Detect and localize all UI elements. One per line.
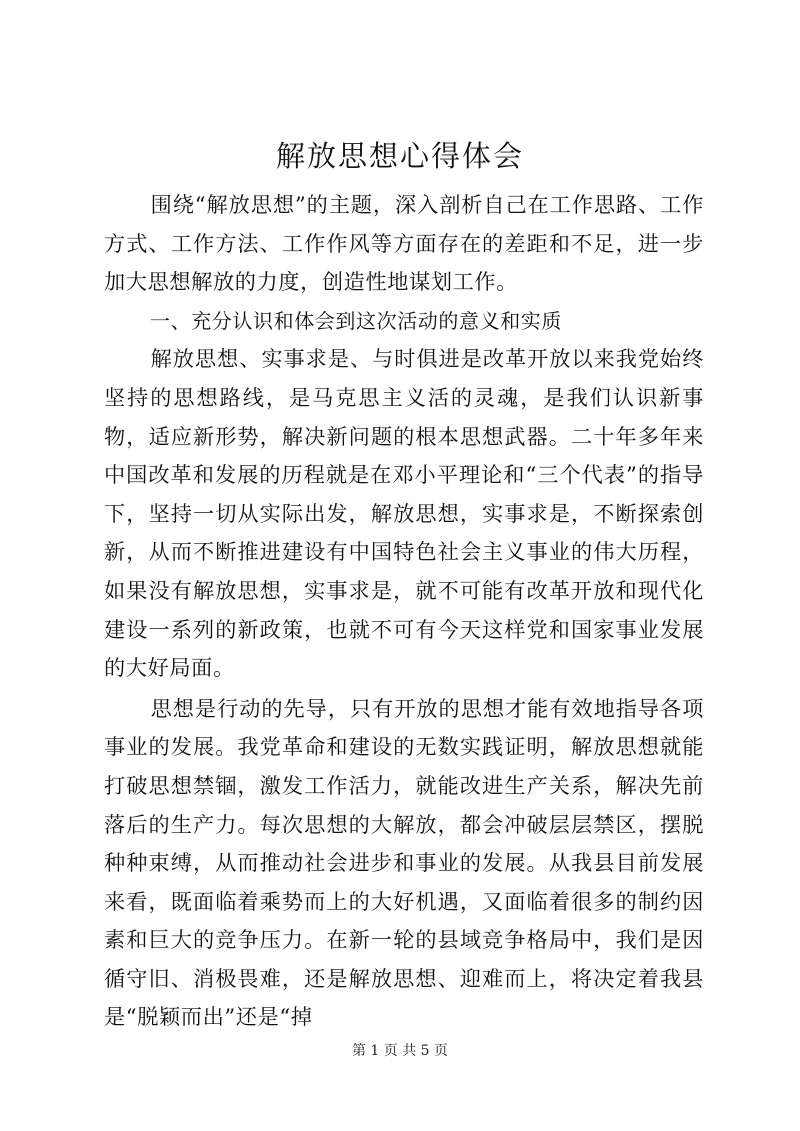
document-body bbox=[104, 186, 704, 1037]
page-footer: 第 1 页 共 5 页 bbox=[351, 1043, 449, 1059]
paragraph-body-1: 解放思想、实事求是、与时俱进是改革开放以来我党始终坚持的思想路线，是马克思主义活的灵魂，是我们认识新事物，适应新形势，解决新问题的根本思想武器。二十年多年来中国改革和发展的历程就是在邓小平理论和“三个代表”的指导下，坚持一切从实际出发，解放思想，实事求是，不断探索创新，从而不断推进建设有中国特色社会主义事业的伟大历程，如果没有解放思想，实事求是，就不可能有改革开放和现代化建设一系列的新政策，也就不可有今天这样党和国家事业发展的大好局面。 bbox=[104, 346, 704, 681]
section-heading-1: 一、充分认识和体会到这次活动的意义和实质 bbox=[150, 308, 562, 333]
paragraph-body-2: 思想是行动的先导，只有开放的思想才能有效地指导各项事业的发展。我党革命和建设的无数实践证明，解放思想就能打破思想禁锢，激发工作活力，就能改进生产关系，解决先前落后的生产力。每次思想的大解放，都会冲破层层禁区，摆脱种种束缚，从而推动社会进步和事业的发展。从我县目前发展来看，既面临着乘势而上的大好机遇，又面临着很多的制约因素和巨大的竞争压力。在新一轮的县域竞争格局中，我们是因循守旧、消极畏难，还是解放思想、迎难而上，将决定着我县是“脱颖而出”还是“掉 bbox=[104, 695, 704, 1030]
document-title: 解放思想心得体会 bbox=[275, 139, 524, 173]
paragraph-intro: 围绕“解放思想”的主题，深入剖析自己在工作思路、工作方式、工作方法、工作作风等方面存在的差距和不足，进一步加大思想解放的力度，创造性地谋划工作。 bbox=[104, 192, 704, 295]
